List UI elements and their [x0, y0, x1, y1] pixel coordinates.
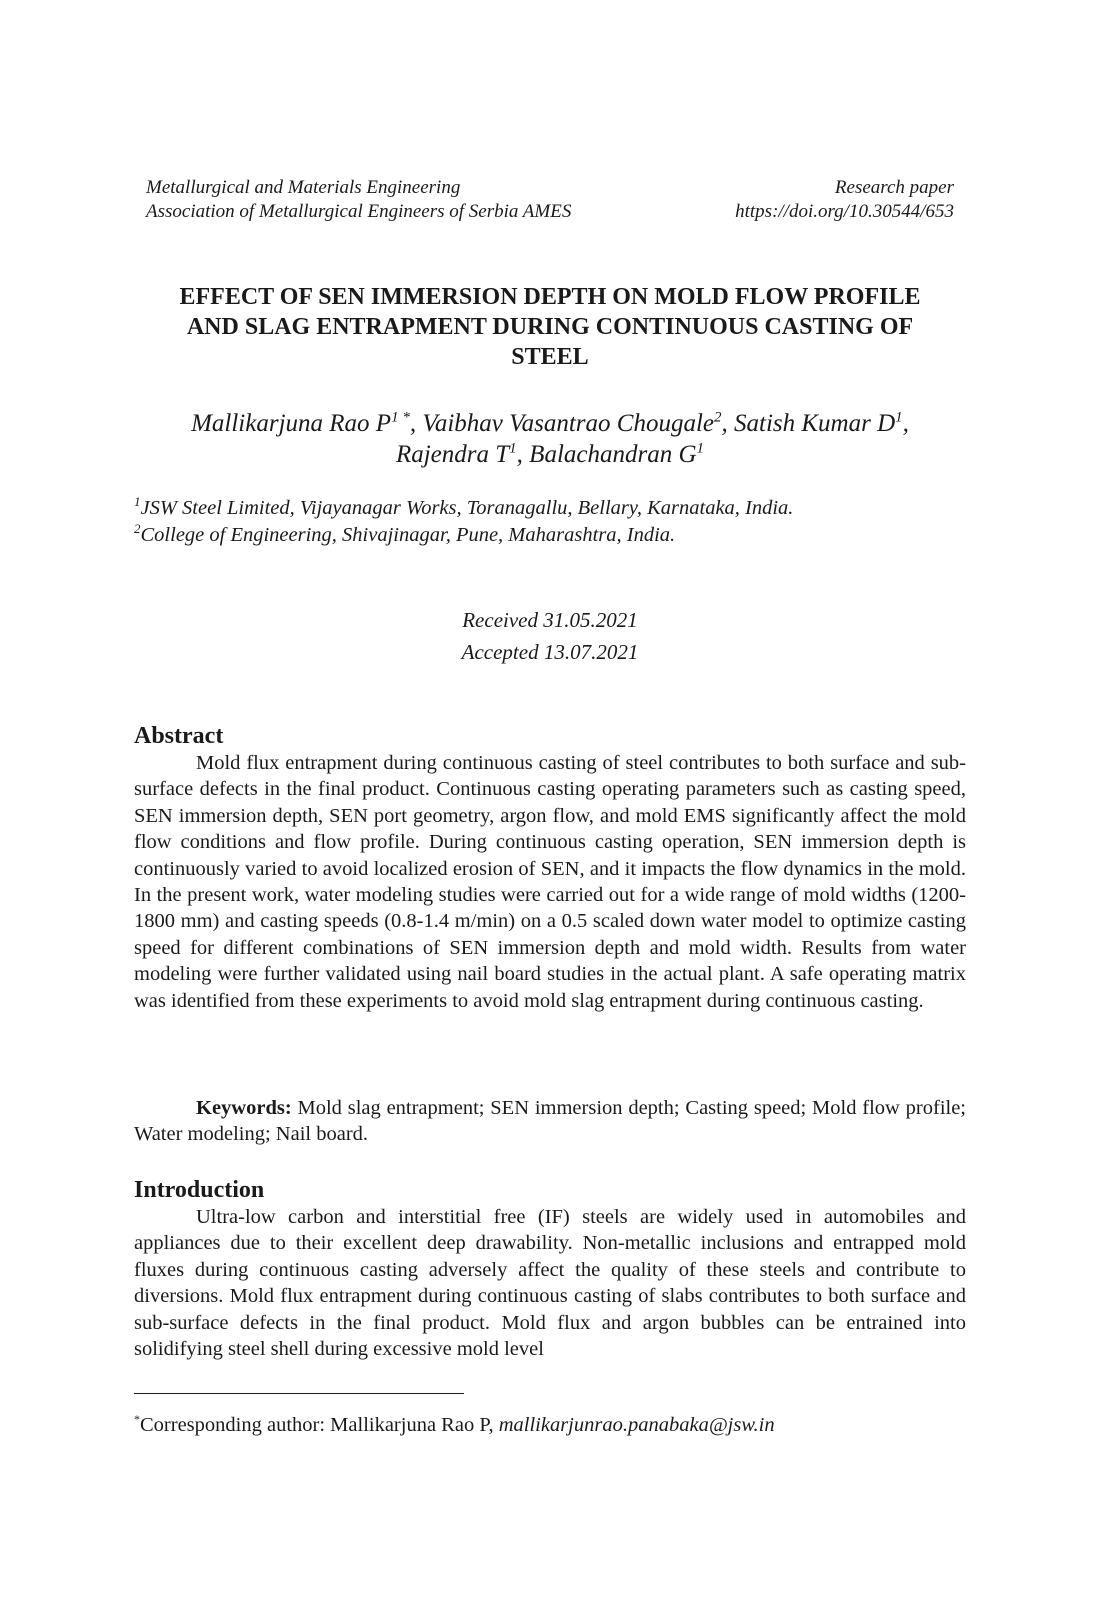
journal-name: Metallurgical and Materials Engineering: [146, 177, 461, 198]
author-name: Mallikarjuna Rao P: [191, 410, 392, 437]
footnote-text: Corresponding author: Mallikarjuna Rao P,: [140, 1414, 499, 1436]
header-row-1: [146, 176, 954, 200]
affiliation-text: College of Engineering, Shivajinagar, Pune, Maharashtra, India.: [140, 524, 676, 546]
footnote-divider: [134, 1393, 464, 1394]
corresponding-author-footnote: [134, 1412, 966, 1438]
author-affiliation-mark: 1: [696, 440, 705, 457]
author-name: Vaibhav Vasantrao Chougale: [422, 410, 714, 437]
author-affiliation-mark: 1: [509, 440, 517, 457]
affiliation-list: [134, 495, 966, 549]
introduction-text: Ultra-low carbon and interstitial free (IF) steels are widely used in automobiles and appliances due to their excellent deep drawability. Non-metallic inclusions and entrapped mold fluxes during continuous casting adversely affect the quality of these steels and contribute to diversions. Mold flux entrapment during continuous casting of slabs contributes to both surface and sub-surface defects in the final product. Mold flux and argon bubbles can be entrained into solidifying steel shell during excessive mold level: [134, 1206, 966, 1361]
paper-title: [134, 282, 966, 372]
affiliation-item: [134, 522, 966, 549]
submission-dates: [134, 604, 966, 668]
affiliation-item: [134, 495, 966, 522]
keywords-text: Mold slag entrapment; SEN immersion depth; Casting speed; Mold flow profile; Water modeling; Nail board.: [134, 1097, 967, 1146]
author-name: Balachandran G: [529, 441, 697, 468]
introduction-heading: Introduction: [134, 1177, 265, 1203]
author-list: [134, 408, 966, 470]
paper-type: Research paper: [834, 177, 954, 198]
author-separator: ,: [902, 410, 909, 437]
author-separator: ,: [409, 410, 423, 437]
received-date: Received 31.05.2021: [462, 608, 638, 632]
title-line: AND SLAG ENTRAPMENT DURING CONTINUOUS CASTING OF: [186, 314, 914, 340]
author-line-2: [134, 439, 966, 470]
abstract-heading: Abstract: [134, 723, 224, 749]
author-separator: ,: [721, 410, 734, 437]
author-affiliation-mark: 1: [895, 409, 903, 426]
association-name: Association of Metallurgical Engineers of Serbia AMES: [146, 201, 572, 222]
accepted-date: Accepted 13.07.2021: [461, 640, 639, 664]
abstract-text: Mold flux entrapment during continuous casting of steel contributes to both surface and sub-surface defects in the final product. Continuous casting operating parameters such as casting speed, SEN immersion depth, SEN port geometry, argon flow, and mold EMS significantly affect the mold flow conditions and flow profile. During continuous casting operation, SEN immersion depth is continuously varied to avoid localized erosion of SEN, and it impacts the flow dynamics in the mold. In the present work, water modeling studies were carried out for a wide range of mold widths (1200-1800 mm) and casting speeds (0.8-1.4 m/min) on a 0.5 scaled down water model to optimize casting speed for different combinations of SEN immersion depth and mold width. Results from water modeling were further validated using nail board studies in the actual plant. A safe operating matrix was identified from these experiments to avoid mold slag entrapment during continuous casting.: [134, 752, 966, 1012]
author-name: Rajendra T: [395, 441, 510, 468]
affiliation-mark: 2: [134, 521, 141, 537]
affiliation-mark: 1: [134, 494, 141, 510]
footnote-mark: *: [134, 1412, 140, 1427]
journal-header: [146, 176, 954, 224]
title-line: EFFECT OF SEN IMMERSION DEPTH ON MOLD FLOW PROFILE: [179, 284, 921, 310]
doi-link[interactable]: https://doi.org/10.30544/653: [735, 201, 954, 222]
title-line: STEEL: [511, 344, 589, 370]
author-affiliation-mark: 2: [714, 409, 722, 426]
keywords-label: Keywords:: [196, 1097, 292, 1119]
author-email[interactable]: mallikarjunrao.panabaka@jsw.in: [498, 1414, 775, 1436]
author-separator: ,: [516, 441, 530, 468]
author-name: Satish Kumar D: [734, 410, 896, 437]
keywords-paragraph: [134, 1095, 966, 1148]
author-affiliation-mark: 1 *: [391, 409, 410, 426]
author-line-1: [134, 408, 966, 439]
header-row-2: [146, 200, 954, 224]
affiliation-text: JSW Steel Limited, Vijayanagar Works, Toranagallu, Bellary, Karnataka, India.: [140, 497, 794, 519]
